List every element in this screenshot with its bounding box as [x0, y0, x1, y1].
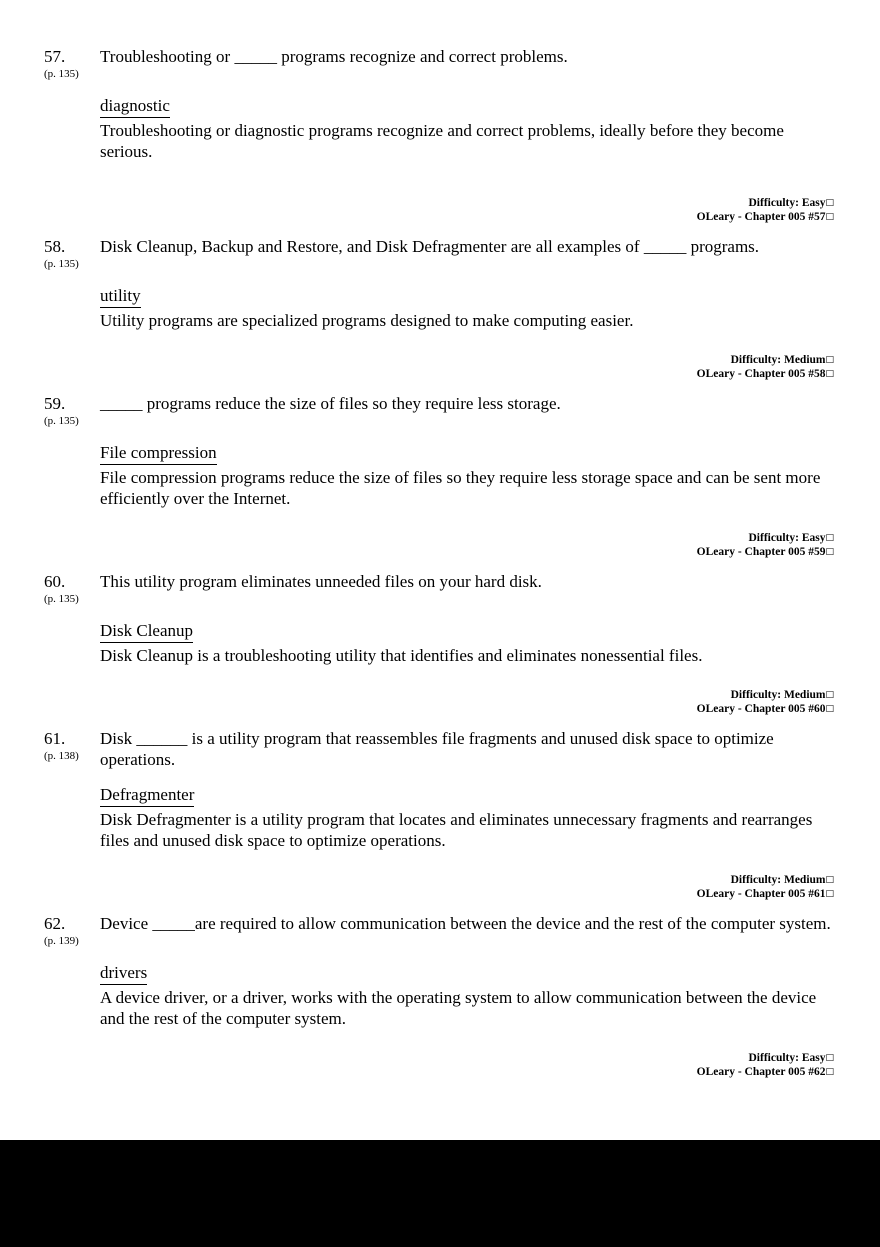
- box-icon: □: [825, 355, 834, 365]
- question-meta: [44, 688, 836, 716]
- source-label: OLeary - Chapter 005 #62: [696, 1066, 826, 1078]
- difficulty-label: Difficulty: Medium: [730, 689, 826, 701]
- difficulty-label: Difficulty: Medium: [730, 874, 826, 886]
- difficulty-label: Difficulty: Easy: [748, 197, 826, 209]
- question-number-column: [44, 571, 100, 606]
- question-number-column: [44, 236, 100, 271]
- answer-row: [100, 95, 836, 118]
- question-page-ref: (p. 139): [44, 935, 79, 947]
- spacer: [44, 851, 836, 869]
- rationale-text: Troubleshooting or diagnostic programs recognize and correct problems, ideally before they become serious.: [100, 121, 784, 161]
- question-number-column: [44, 393, 100, 428]
- spacer: [44, 331, 836, 349]
- question-number: 61.: [44, 729, 66, 748]
- rationale-text: Utility programs are specialized programs designed to make computing easier.: [100, 311, 634, 330]
- question-page-ref: (p. 135): [44, 415, 79, 427]
- rationale-text: Disk Cleanup is a troubleshooting utility that identifies and eliminates nonessential files.: [100, 646, 703, 665]
- question-meta: [44, 196, 836, 224]
- question-number: 62.: [44, 914, 66, 933]
- box-icon: □: [825, 533, 834, 543]
- rationale-text: A device driver, or a driver, works with the operating system to allow communication between the device and the rest of the computer system.: [100, 988, 817, 1028]
- box-icon: □: [825, 369, 834, 379]
- answer-text: File compression: [100, 442, 217, 465]
- question-text: Device _____are required to allow communication between the device and the rest of the computer system.: [100, 914, 831, 933]
- box-icon: □: [825, 212, 834, 222]
- source-label: OLeary - Chapter 005 #58: [696, 368, 826, 380]
- question-meta: [44, 1051, 836, 1079]
- question-page-ref: (p. 135): [44, 593, 79, 605]
- spacer: [44, 162, 836, 192]
- question-header: [44, 393, 836, 428]
- box-icon: □: [825, 704, 834, 714]
- question-header: [44, 728, 836, 770]
- spacer: [44, 666, 836, 684]
- box-icon: □: [825, 547, 834, 557]
- difficulty-label: Difficulty: Easy: [748, 1052, 826, 1064]
- question-header: [44, 571, 836, 606]
- question-number-column: [44, 913, 100, 948]
- question-meta: [44, 873, 836, 901]
- spacer: [44, 905, 836, 913]
- spacer: [44, 509, 836, 527]
- answer-text: Defragmenter: [100, 784, 194, 807]
- answer-row: [100, 620, 836, 643]
- question-number: 60.: [44, 572, 66, 591]
- question-text: Disk ______ is a utility program that reassembles file fragments and unused disk space to optimize operations.: [100, 729, 774, 769]
- answer-text: diagnostic: [100, 95, 170, 118]
- spacer: [44, 563, 836, 571]
- question-number: 57.: [44, 47, 66, 66]
- box-icon: □: [825, 875, 834, 885]
- question-text: This utility program eliminates unneeded files on your hard disk.: [100, 572, 542, 591]
- question-block: [44, 236, 836, 381]
- difficulty-label: Difficulty: Easy: [748, 532, 826, 544]
- question-page-ref: (p. 135): [44, 258, 79, 270]
- question-meta: [44, 531, 836, 559]
- question-meta: [44, 353, 836, 381]
- page-footer-band: [0, 1140, 880, 1247]
- answer-row: [100, 784, 836, 807]
- spacer: [44, 385, 836, 393]
- question-block: [44, 913, 836, 1079]
- question-number-column: [44, 728, 100, 763]
- answer-row: [100, 442, 836, 465]
- question-block: [44, 571, 836, 716]
- question-number: 59.: [44, 394, 66, 413]
- question-block: [44, 728, 836, 901]
- box-icon: □: [825, 690, 834, 700]
- rationale-text: Disk Defragmenter is a utility program that locates and eliminates unnecessary fragments and rearranges files and unused disk space to optimize operations.: [100, 810, 813, 850]
- question-block: [44, 393, 836, 559]
- answer-text: drivers: [100, 962, 147, 985]
- question-header: [44, 913, 836, 948]
- question-page-ref: (p. 135): [44, 68, 79, 80]
- rationale-text: File compression programs reduce the size of files so they require less storage space and can be sent more efficiently over the Internet.: [100, 468, 821, 508]
- question-text: Disk Cleanup, Backup and Restore, and Disk Defragmenter are all examples of _____ programs.: [100, 237, 760, 256]
- question-header: [44, 46, 836, 81]
- spacer: [44, 1029, 836, 1047]
- question-text: Troubleshooting or _____ programs recognize and correct problems.: [100, 47, 568, 66]
- box-icon: □: [825, 1067, 834, 1077]
- difficulty-label: Difficulty: Medium: [730, 354, 826, 366]
- box-icon: □: [825, 889, 834, 899]
- question-number: 58.: [44, 237, 66, 256]
- answer-text: utility: [100, 285, 141, 308]
- answer-row: [100, 962, 836, 985]
- question-block: [44, 46, 836, 224]
- spacer: [44, 720, 836, 728]
- box-icon: □: [825, 1053, 834, 1063]
- source-label: OLeary - Chapter 005 #59: [696, 546, 826, 558]
- answer-text: Disk Cleanup: [100, 620, 193, 643]
- question-number-column: [44, 46, 100, 81]
- source-label: OLeary - Chapter 005 #57: [696, 211, 826, 223]
- question-text: _____ programs reduce the size of files so they require less storage.: [100, 394, 561, 413]
- question-header: [44, 236, 836, 271]
- source-label: OLeary - Chapter 005 #60: [696, 703, 826, 715]
- box-icon: □: [825, 198, 834, 208]
- spacer: [44, 228, 836, 236]
- question-page-ref: (p. 138): [44, 750, 79, 762]
- source-label: OLeary - Chapter 005 #61: [696, 888, 826, 900]
- answer-row: [100, 285, 836, 308]
